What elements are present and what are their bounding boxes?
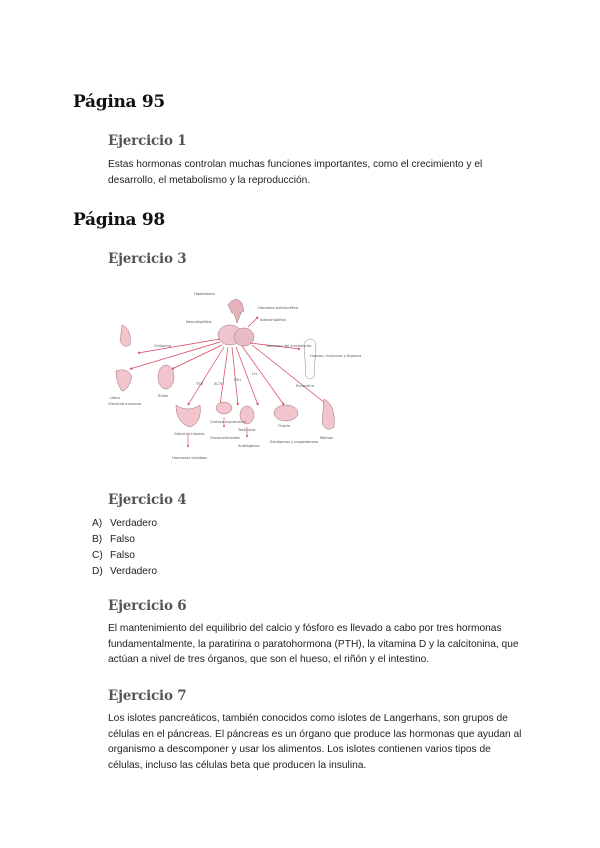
label-glucocorticoides: Glucocorticoides [210,436,240,440]
label-tiroides: Glándula tiroides [174,432,205,436]
label-fsh: FSH [234,378,241,382]
label-glandula-mamaria: Glándula mamaria [108,402,142,406]
list-item-text: Falso [110,550,135,561]
label-corteza-suprarrenal: Corteza suprarrenal [210,420,246,424]
label-tsh: TSH [196,382,204,386]
list-marker: B) [92,534,103,545]
label-hipotalamo: Hipotálamo [194,292,215,296]
exercise-title-3: Ejercicio 3 [108,251,187,267]
page-heading-95: Página 95 [73,92,165,112]
label-hormonas-tiroideas: Hormonas tiroideas [172,456,208,460]
text-line: células, incluso las células beta que producen la insulina. [108,759,367,771]
breast-shape [322,399,334,429]
text-line: fundamentalmente, la paratirina o paratohormona (PTH), la vitamina D y la calcitonina, que [108,638,519,650]
text-line: El mantenimiento del equilibrio del calcio y fósforo es llevado a cabo por tres hormonas [108,623,502,634]
label-mamas: Mamas [320,436,333,440]
text-line: Estas hormonas controlan muchas funciones importantes, como el crecimiento y el [108,159,483,170]
text-line: células en el páncreas. El páncreas es un órgano que produce las hormonas que ayudan al [108,728,522,740]
label-testiculos: Testículos [238,428,256,432]
list-marker: C) [92,550,103,561]
endocrine-system-diagram [108,287,362,469]
list-marker: D) [92,566,103,577]
ovary-shape [274,405,298,421]
label-neurohipofisis: Neurohipófisis [186,320,212,324]
label-huesos-musculos: Huesos, músculos y órganos [310,354,362,358]
text-line: desarrollo, el metabolismo y la reproducción. [108,174,311,186]
exercise-title-4: Ejercicio 4 [108,492,187,508]
list-item [92,516,157,532]
label-lh: LH [252,372,257,376]
exercise-1-text [108,157,533,188]
exercise-7-text [108,711,533,773]
adrenal-cortex-shape [216,402,232,414]
list-item [92,564,157,580]
list-item [92,532,157,548]
label-utero: Útero [110,396,120,400]
list-marker: A) [92,518,103,529]
text-line: Los islotes pancreáticos, también conocidos como islotes de Langerhans, son grupos de [108,713,508,724]
exercise-title-1: Ejercicio 1 [108,133,187,149]
page-heading-98: Página 98 [73,210,165,230]
list-item-text: Falso [110,534,135,545]
list-item-text: Verdadero [110,566,158,577]
exercise-title-7: Ejercicio 7 [108,688,187,704]
label-androgenos: Andrógenos [238,444,260,448]
thyroid-shape [176,405,200,427]
list-item-text: Verdadero [110,518,158,529]
text-line: actúan a nivel de tres órganos, que son el hueso, el riñón y el intestino. [108,654,430,665]
label-adenohipofisis: Adenohipófisis [260,318,287,322]
label-acth: ACTH [214,382,224,386]
uterus-shape [116,370,132,391]
pituitary-stalk-shape [234,313,241,323]
label-prolactina: Prolactina [296,384,314,388]
text-line: organismo a descomponer y usar los alimentos. Los islotes contienen varios tipos de [108,744,491,755]
exercise-6-text [108,621,533,668]
true-false-list [92,516,157,580]
exercise-title-6: Ejercicio 6 [108,598,187,614]
hypothalamus-shape [228,299,244,313]
label-estrogenos: Estrógenos y progesterona [270,440,319,444]
label-ovario: Ovario [278,424,290,428]
kidney-shape [158,365,174,389]
label-oxitocina: Oxitocina [154,344,172,348]
label-hormona-crecimiento: Hormona del crecimiento [266,344,312,348]
list-item [92,548,157,564]
label-rinon: Riñón [158,394,169,398]
label-hormona-antidiuretica: Hormona antidiurética [258,306,299,310]
mammary-gland-shape [120,325,130,346]
